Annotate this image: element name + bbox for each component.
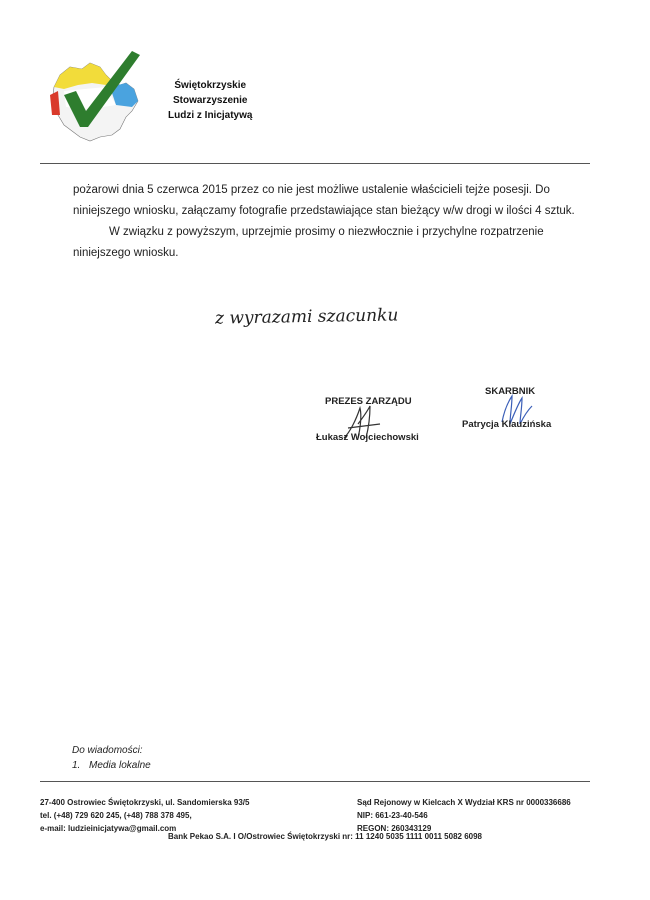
footer-registry bbox=[357, 796, 571, 835]
header-divider bbox=[40, 163, 590, 164]
footer-contact bbox=[40, 796, 249, 835]
cc-section bbox=[72, 743, 151, 773]
handwritten-closing: z wyrazami szacunku bbox=[214, 305, 399, 329]
skarbnik-role-label: SKARBNIK bbox=[485, 386, 536, 397]
cc-item-number: 1. bbox=[72, 760, 81, 771]
cc-item bbox=[72, 758, 151, 773]
org-name-line3: Ludzi z Inicjatywą bbox=[168, 110, 253, 121]
skarbnik-name: Patrycja Klauzińska bbox=[462, 419, 552, 430]
body-paragraph-2: W związku z powyższym, uprzejmie prosimy o niezwłocznie i przychylne rozpatrzenie niniejszego wniosku. bbox=[73, 226, 544, 259]
org-name-line2: Stowarzyszenie bbox=[172, 95, 248, 106]
prezes-role-label: PREZES ZARZĄDU bbox=[325, 396, 412, 407]
letter-body bbox=[73, 180, 585, 264]
footer-divider bbox=[40, 781, 590, 782]
footer-court: Sąd Rejonowy w Kielcach X Wydział KRS nr 0000336686 bbox=[357, 798, 571, 807]
cc-item-text: Media lokalne bbox=[89, 760, 151, 771]
footer-regon: REGON: 260343129 bbox=[357, 824, 432, 833]
footer-email: e-mail: ludzieinicjatywa@gmail.com bbox=[40, 824, 177, 833]
footer-phone: tel. (+48) 729 620 245, (+48) 788 378 495, bbox=[40, 811, 192, 820]
prezes-name: Łukasz Wojciechowski bbox=[316, 432, 419, 443]
cc-title: Do wiadomości: bbox=[72, 745, 143, 756]
association-logo bbox=[40, 45, 150, 145]
body-paragraph-1: pożarowi dnia 5 czerwca 2015 przez co nie jest możliwe ustalenie właścicieli tejże posesji. Do niniejszego wniosku, załączamy fotografie przedstawiające stan bieżący w/w drogi w ilości 4 sztuk. bbox=[73, 184, 575, 217]
footer-bank-account: Bank Pekao S.A. I O/Ostrowiec Świętokrzyski nr: 11 1240 5035 1111 0011 5082 6098 bbox=[168, 832, 482, 841]
organization-name bbox=[168, 78, 252, 123]
org-name-line1: Świętokrzyskie bbox=[174, 80, 247, 91]
footer-address: 27-400 Ostrowiec Świętokrzyski, ul. Sandomierska 93/5 bbox=[40, 798, 250, 807]
footer-nip: NIP: 661-23-40-546 bbox=[357, 811, 428, 820]
